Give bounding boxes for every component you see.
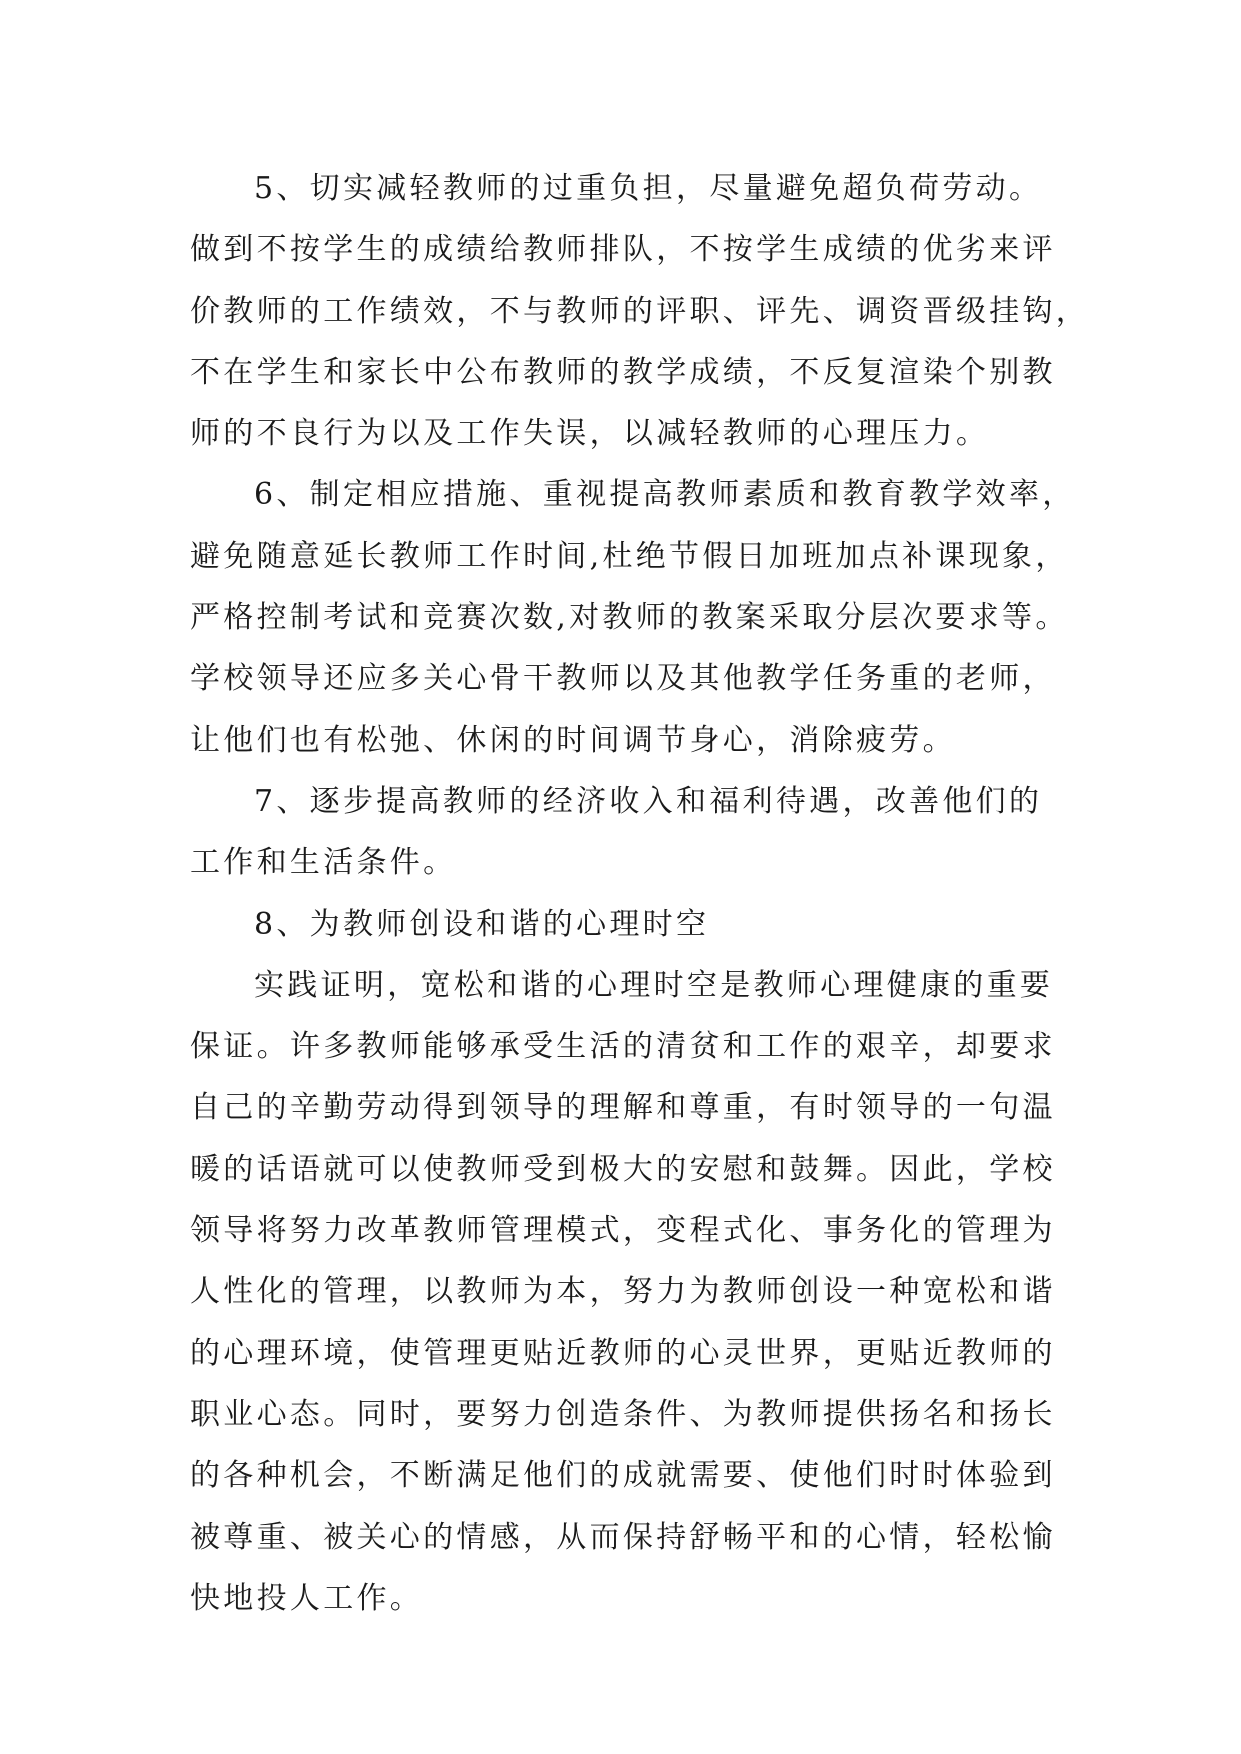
paragraph-first-line: 5、切实减轻教师的过重负担，尽量避免超负荷劳动。 [254, 171, 1043, 206]
paragraph-line: 的心理环境，使管理更贴近教师的心灵世界，更贴近教师的 [190, 1335, 1056, 1371]
paragraph-line: 价教师的工作绩效，不与教师的评职、评先、调资晋级挂钩， [190, 293, 1090, 329]
paragraph-line: 做到不按学生的成绩给教师排队，不按学生成绩的优劣来评 [190, 232, 1056, 268]
paragraph-line: 师的不良行为以及工作失误，以减轻教师的心理压力。 [190, 416, 990, 452]
paragraph-line: 避免随意延长教师工作时间,杜绝节假日加班加点补课现象， [190, 538, 1069, 574]
paragraph-line: 保证。许多教师能够承受生活的清贫和工作的艰辛，却要求 [190, 1029, 1056, 1065]
paragraph-line: 人性化的管理，以教师为本，努力为教师创设一种宽松和谐 [190, 1274, 1056, 1310]
paragraph-line: 的各种机会，不断满足他们的成就需要、使他们时时体验到 [190, 1458, 1056, 1494]
paragraph-first-line: 实践证明，宽松和谐的心理时空是教师心理健康的重要 [254, 967, 1054, 1003]
paragraph-line: 快地投人工作。 [190, 1580, 424, 1616]
paragraph-line: 职业心态。同时，要努力创造条件、为教师提供扬名和扬长 [190, 1396, 1056, 1432]
paragraph-line: 领导将努力改革教师管理模式，变程式化、事务化的管理为 [190, 1213, 1056, 1249]
paragraph-first-line: 7、逐步提高教师的经济收入和福利待遇，改善他们的 [254, 783, 1043, 819]
paragraph-first-line: 8、为教师创设和谐的心理时空 [254, 906, 710, 942]
document-body [190, 158, 1090, 1629]
paragraph-line: 不在学生和家长中公布教师的教学成绩，不反复渲染个别教 [190, 354, 1056, 390]
paragraph-first-line: 6、制定相应措施、重视提高教师素质和教育教学效率， [254, 477, 1076, 513]
paragraph-line: 严格控制考试和竞赛次数,对教师的教案采取分层次要求等。 [190, 600, 1069, 636]
paragraph-line: 工作和生活条件。 [190, 845, 457, 881]
paragraph-line: 自己的辛勤劳动得到领导的理解和尊重，有时领导的一句温 [190, 1090, 1056, 1126]
paragraph-line: 让他们也有松弛、休闲的时间调节身心，消除疲劳。 [190, 722, 956, 758]
paragraph-line: 学校领导还应多关心骨干教师以及其他教学任务重的老师， [190, 661, 1056, 697]
paragraph-line: 被尊重、被关心的情感，从而保持舒畅平和的心情，轻松愉 [190, 1519, 1056, 1555]
paragraph-line: 暖的话语就可以使教师受到极大的安慰和鼓舞。因此，学校 [190, 1151, 1056, 1187]
